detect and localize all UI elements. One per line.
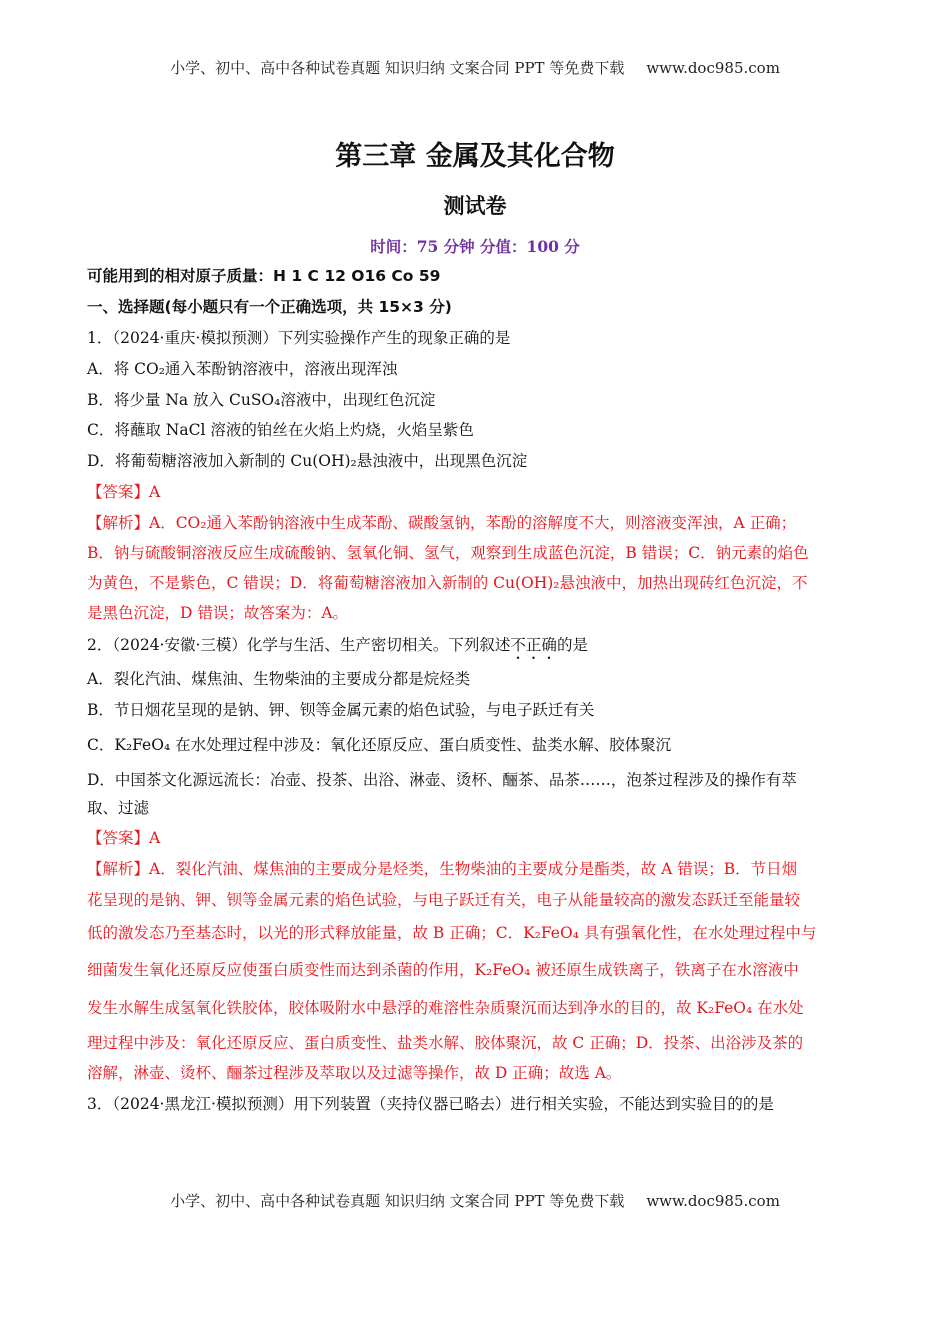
header-text: 小学、初中、高中各种试卷真题 知识归纳 文案合同 PPT 等免费下载 [170, 59, 625, 77]
answer-line: 细菌发生氧化还原反应使蛋白质变性而达到杀菌的作用，K₂FeO₄ 被还原生成铁离子，铁离子在水溶液中 [87, 961, 799, 979]
footer-url: www.doc985.com [646, 1192, 780, 1210]
answer-line: B．钠与硫酸铜溶液反应生成硫酸钠、氢氧化铜、氢气，观察到生成蓝色沉淀，B 错误；C．钠元素的焰色 [87, 544, 809, 562]
emphasized-text: 不正确 [510, 636, 557, 654]
page-header [0, 57, 950, 78]
answer-line: 低的激发态乃至基态时，以光的形式释放能量，故 B 正确；C．K₂FeO₄ 具有强氧化性，在水处理过程中与 [87, 924, 817, 942]
page-title: 第三章 金属及其化合物 [335, 141, 615, 172]
question-line: B．将少量 Na 放入 CuSO₄溶液中，出现红色沉淀 [87, 391, 436, 409]
stem-text: 的是 [556, 636, 588, 654]
section-heading: 可能用到的相对原子质量：H 1 C 12 O16 Co 59 [87, 267, 441, 285]
answer-line: 理过程中涉及：氧化还原反应、蛋白质变性、盐类水解、胶体聚沉，故 C 正确；D．投茶、出浴涉及茶的 [87, 1034, 804, 1052]
question-stem [87, 634, 588, 663]
page-subtitle: 测试卷 [443, 194, 507, 218]
answer-line: 【解析】A．CO₂通入苯酚钠溶液中生成苯酚、碳酸氢钠，苯酚的溶解度不大，则溶液变浑浊，A 正确； [87, 514, 797, 532]
question-line: 取、过滤 [87, 799, 150, 817]
question-line: B．节日烟花呈现的是钠、钾、钡等金属元素的焰色试验，与电子跃迁有关 [87, 701, 595, 719]
question-line: 3．（2024·黑龙江·模拟预测）用下列装置（夹持仪器已略去）进行相关实验，不能达到实验目的的是 [87, 1095, 774, 1113]
answer-line: 发生水解生成氢氧化铁胶体，胶体吸附水中悬浮的难溶性杂质聚沉而达到净水的目的，故 K₂FeO₄ 在水处 [87, 999, 804, 1017]
question-line: C．将蘸取 NaCl 溶液的铂丝在火焰上灼烧，火焰呈紫色 [87, 421, 474, 439]
answer-line: 【答案】A [87, 483, 161, 501]
answer-line: 【答案】A [87, 829, 161, 847]
question-line: D．中国茶文化源远流长：冶壶、投茶、出浴、淋壶、烫杯、酾茶、品茶……，泡茶过程涉及的操作有萃 [87, 771, 797, 789]
header-url: www.doc985.com [646, 59, 780, 77]
time-score: 时间：75 分钟 分值：100 分 [370, 237, 580, 256]
stem-text: 2．（2024·安徽·三模）化学与生活、生产密切相关。下列叙述 [87, 636, 511, 654]
question-line: D．将葡萄糖溶液加入新制的 Cu(OH)₂悬浊液中，出现黑色沉淀 [87, 452, 528, 470]
page-footer [0, 1190, 950, 1211]
answer-line: 溶解，淋壶、烫杯、酾茶过程涉及萃取以及过滤等操作，故 D 正确；故选 A。 [87, 1064, 622, 1082]
answer-line: 为黄色，不是紫色，C 错误；D．将葡萄糖溶液加入新制的 Cu(OH)₂悬浊液中，加热出现砖红色沉淀，不 [87, 574, 808, 592]
section-heading: 一、选择题(每小题只有一个正确选项，共 15×3 分) [87, 298, 452, 316]
question-line: 1．（2024·重庆·模拟预测）下列实验操作产生的现象正确的是 [87, 329, 511, 347]
answer-line: 花呈现的是钠、钾、钡等金属元素的焰色试验，与电子跃迁有关，电子从能量较高的激发态跃迁至能量较 [87, 891, 801, 909]
answer-line: 【解析】A．裂化汽油、煤焦油的主要成分是烃类，生物柴油的主要成分是酯类，故 A 错误；B．节日烟 [87, 860, 798, 878]
question-line: A．裂化汽油、煤焦油、生物柴油的主要成分都是烷烃类 [87, 670, 471, 688]
answer-line: 是黑色沉淀，D 错误；故答案为：A。 [87, 604, 349, 622]
footer-text: 小学、初中、高中各种试卷真题 知识归纳 文案合同 PPT 等免费下载 [170, 1192, 625, 1210]
question-line: C．K₂FeO₄ 在水处理过程中涉及：氧化还原反应、蛋白质变性、盐类水解、胶体聚沉 [87, 736, 672, 754]
question-line: A．将 CO₂通入苯酚钠溶液中，溶液出现浑浊 [87, 360, 398, 378]
